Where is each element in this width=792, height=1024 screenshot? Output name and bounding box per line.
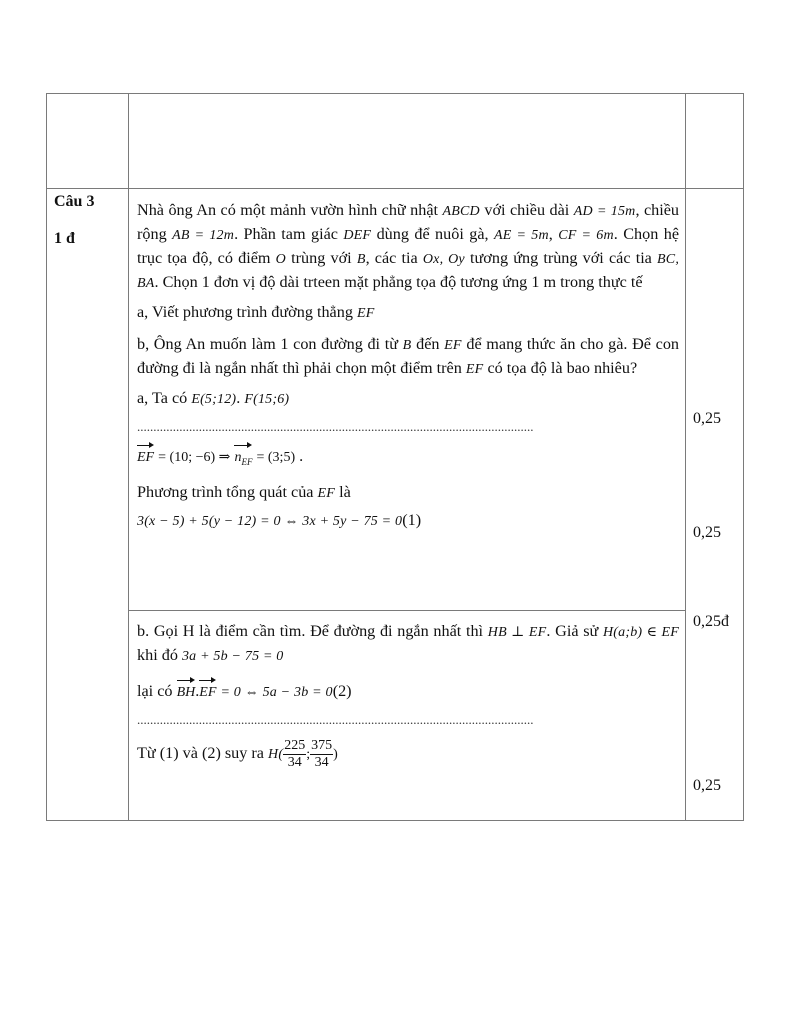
math-ef: EF (465, 362, 484, 377)
problem-cell (137, 199, 679, 533)
math-h-label: H( (268, 747, 284, 763)
math-dot-product: = 0 ⇔ 5a − 3b = 0 (220, 685, 333, 700)
fraction-numerator: 225 (284, 738, 306, 753)
solution-a-vectors (137, 445, 679, 473)
math-perpendicular: HB ⊥ EF (487, 625, 547, 640)
math-separator: ; (306, 747, 311, 763)
conclusion-line (137, 738, 679, 771)
math-close: ) (333, 747, 338, 763)
table-border-top (46, 93, 744, 94)
problem-text: trùng với (291, 249, 352, 267)
solution-a-points (137, 387, 679, 411)
math-equation-1: 3(x − 5) + 5(y − 12) = 0 ⇔ 3x + 5y − 75 = 0 (137, 513, 403, 529)
score-4: 0,25 (693, 777, 721, 794)
general-equation-intro (137, 481, 679, 505)
problem-text: với chiều dài (484, 201, 570, 219)
solution-text: a, Ta có (137, 389, 188, 407)
vector-n-subscript: EF (241, 456, 253, 467)
column-divider-1 (128, 93, 129, 821)
fraction-y (310, 738, 333, 771)
fraction-x (283, 738, 306, 771)
problem-text: . Chọn hệ trục tọa độ, có điểm (137, 225, 679, 267)
table-border-bottom (46, 820, 744, 821)
solution-text: . (236, 389, 241, 407)
math-ef: EF (317, 485, 336, 501)
problem-text: , (548, 225, 553, 243)
part-b-text: để mang thức ăn cho gà. Để con đường đi là ngắn nhất thì phải chọn một điểm trên (137, 335, 680, 377)
problem-text: . Phần tam giác (234, 225, 338, 243)
solution-text: Phương trình tổng quát của (137, 482, 314, 501)
score-1: 0,25 (693, 410, 721, 427)
question-points: 1 đ (54, 230, 75, 247)
solution-text: lại có (137, 682, 173, 700)
solution-text: . Giả sử (546, 622, 599, 640)
inner-row-divider (128, 610, 685, 611)
solution-b-statement (137, 620, 679, 668)
problem-statement (137, 199, 679, 295)
math-ef: EF (356, 306, 375, 321)
vector-bh: BH (177, 682, 196, 704)
fraction-numerator: 375 (311, 738, 333, 753)
math-bcba: BC, BA (137, 252, 680, 291)
table-border-right (743, 93, 744, 821)
math-vector-value: = (3;5) (256, 450, 296, 465)
table-border-left (46, 93, 47, 821)
general-equation (137, 509, 679, 533)
solution-text: khi đó (137, 646, 178, 664)
part-b-text: b, Ông An muốn làm 1 con đường đi từ (137, 335, 398, 353)
math-ab: AB = 12m (172, 228, 235, 243)
part-b-text: đến (416, 335, 440, 353)
problem-text: , các tia (365, 249, 418, 267)
math-oxoy: Ox, Oy (422, 252, 465, 267)
score-2: 0,25 (693, 524, 721, 541)
problem-text: dùng để nuôi gà, (376, 225, 489, 243)
dotted-line: .......................................................................................................................... (137, 419, 534, 434)
math-b: B (356, 252, 366, 267)
math-f: F(15;6) (244, 392, 290, 407)
math-o: O (275, 252, 286, 267)
vector-ef: EF (199, 682, 216, 704)
vector-n (234, 447, 252, 473)
math-h-on-ef: H(a;b) ∈ EF (602, 625, 680, 640)
fraction-denominator: 34 (287, 755, 302, 770)
math-ad: AD = 15m (573, 204, 636, 219)
problem-text: tương ứng trùng với các tia (470, 249, 652, 267)
problem-text: , chiều rộng (137, 201, 680, 243)
column-divider-2 (685, 93, 686, 821)
solution-text: Từ (1) và (2) suy ra (137, 744, 264, 763)
vector-ef: EF (137, 447, 154, 469)
equation-tag: (1) (402, 510, 422, 529)
equation-tag: (2) (332, 682, 352, 700)
dotted-line: .......................................................................................................................... (137, 712, 534, 727)
vector-n-letter: n (234, 450, 242, 465)
part-a-question (137, 301, 679, 325)
math-vector-value: = (10; −6) ⇒ (158, 450, 231, 465)
math-ef: EF (444, 338, 462, 353)
fraction-denominator: 34 (314, 755, 329, 770)
score-3: 0,25đ (693, 613, 729, 630)
part-b-text: có tọa độ là bao nhiêu? (487, 359, 638, 377)
math-cf: CF = 6m (558, 228, 614, 243)
math-e: E(5;12) (191, 392, 237, 407)
solution-text: . (299, 447, 304, 465)
math-b: B (402, 338, 412, 353)
math-h-equation: 3a + 5b − 75 = 0 (181, 649, 284, 664)
problem-text: . Chọn 1 đơn vị độ dài trteen mặt phẳng tọa độ tương ứng 1 m trong thực tế (154, 273, 643, 291)
question-label-cell (54, 193, 94, 248)
part-a-text: a, Viết phương trình đường thẳng (137, 303, 353, 321)
solution-text: b. Gọi H là điểm cần tìm. Để đường đi ngắn nhất thì (137, 622, 484, 640)
dot-product-line: lại có BH.EF = 0 ⇔ 5a − 3b = 0(2) (137, 680, 679, 704)
math-abcd: ABCD (442, 204, 480, 219)
question-label: Câu 3 (54, 193, 95, 210)
problem-text: Nhà ông An có một mảnh vườn hình chữ nhật (137, 201, 439, 219)
row-divider (46, 188, 744, 189)
solution-text: là (339, 482, 351, 501)
math-def: DEF (343, 228, 372, 243)
solution-b-cell (137, 620, 679, 771)
part-b-question (137, 333, 679, 381)
math-ae: AE = 5m (493, 228, 549, 243)
